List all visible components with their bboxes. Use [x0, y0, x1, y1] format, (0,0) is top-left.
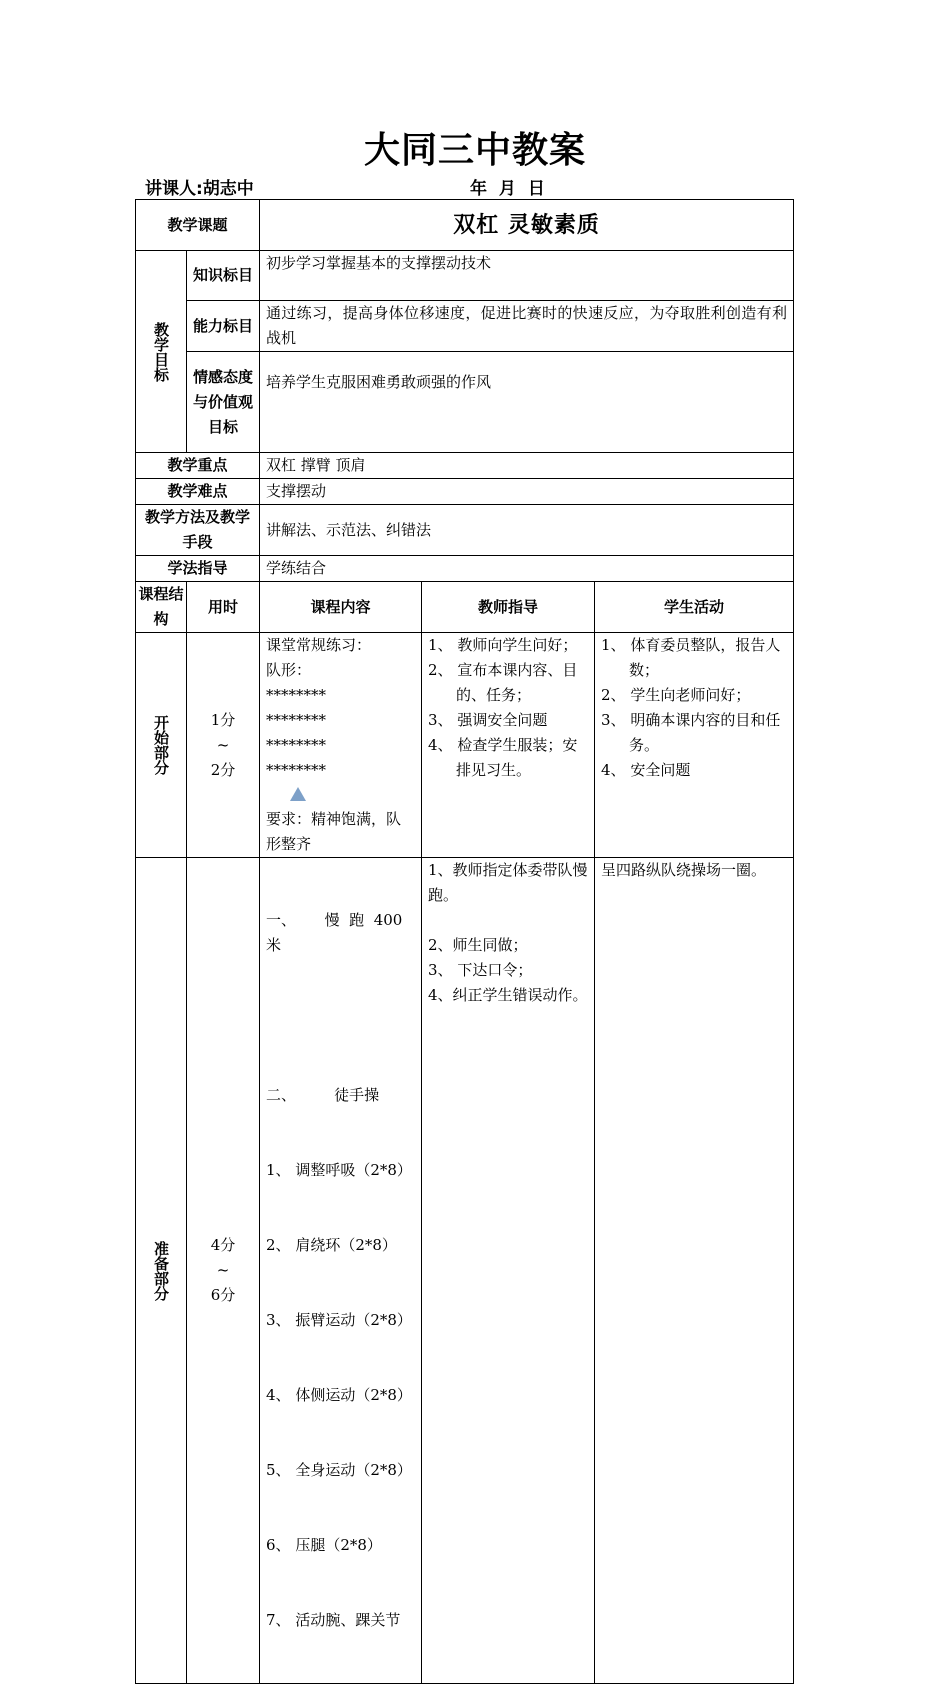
- knowledge-value: 初步学习掌握基本的支撑摆动技术: [260, 251, 794, 301]
- content-line: 2、 肩绕环（2*8）: [266, 1236, 397, 1254]
- teacher-item: 2、 宣布本课内容、目的、任务；: [428, 661, 578, 704]
- teacher-item: 3、 强调安全问题: [428, 711, 548, 729]
- content-line: [266, 1008, 415, 1033]
- time-sep: ~: [216, 735, 230, 754]
- student-item: 1、 体育委员整队，报告人数；: [601, 636, 781, 679]
- objective-ability-row: [136, 301, 794, 352]
- content-line: 6、 压腿（2*8）: [266, 1536, 382, 1554]
- content-line: 4、 体侧运动（2*8）: [266, 1386, 412, 1404]
- difficulty-label: 教学难点: [136, 479, 260, 505]
- teacher-item: 2、师生同做；: [428, 936, 528, 954]
- objective-knowledge-row: [136, 251, 794, 301]
- content-line: 一、 慢 跑 400米: [266, 911, 403, 954]
- section-prep-teacher: [422, 858, 595, 1684]
- student-item: 呈四路纵队绕操场一圈。: [601, 861, 767, 879]
- time-sep: ~: [216, 1261, 230, 1279]
- guidance-row: [136, 556, 794, 582]
- section-start-row: [136, 633, 794, 858]
- topic-label: 教学课题: [136, 200, 260, 251]
- section-prep-student: [595, 858, 794, 1684]
- date-line: 年 月 日: [470, 179, 545, 199]
- student-item: 4、 安全问题: [601, 761, 691, 779]
- methods-row: [136, 505, 794, 556]
- col-teacher: 教师指导: [422, 582, 595, 633]
- objective-emotion-row: [136, 352, 794, 453]
- content-line: 二、 徒手操: [266, 1086, 380, 1104]
- section-start-time: [187, 633, 260, 858]
- teacher-item: 4、 检查学生服装；安排见习生。: [428, 736, 578, 779]
- guidance-value: 学练结合: [260, 556, 794, 582]
- teacher-item: 1、 教师向学生问好；: [428, 636, 578, 654]
- section-start-student: [595, 633, 794, 858]
- guidance-label: 学法指导: [136, 556, 260, 582]
- content-line: 3、 振臂运动（2*8）: [266, 1311, 412, 1329]
- difficulty-value: 支撑摆动: [260, 479, 794, 505]
- key-point-value: 双杠 撑臂 顶肩: [260, 453, 794, 479]
- content-line: 5、 全身运动（2*8）: [266, 1461, 412, 1479]
- teacher-item: 1、教师指定体委带队慢跑。: [428, 861, 588, 904]
- formation-row: ********: [266, 736, 327, 754]
- lesson-plan-table: [135, 199, 794, 1684]
- time-from: 4分: [210, 1236, 236, 1254]
- formation-row: ********: [266, 686, 327, 704]
- emotion-label: 情感态度与价值观目标: [187, 352, 260, 453]
- section-name: 准备部分: [152, 1240, 170, 1301]
- column-header-row: [136, 582, 794, 633]
- content-line: 7、 活动腕、踝关节: [266, 1611, 401, 1629]
- ability-label: 能力标目: [187, 301, 260, 352]
- time-to: 2分: [210, 760, 236, 779]
- teacher-item: 4、纠正学生错误动作。: [428, 986, 588, 1004]
- formation-row: ********: [266, 711, 327, 729]
- section-name: 开始部分: [152, 715, 170, 775]
- knowledge-label: 知识标目: [187, 251, 260, 301]
- methods-label: 教学方法及教学手段: [136, 505, 260, 556]
- section-start-teacher: [422, 633, 595, 858]
- section-prep-name-cell: [136, 858, 187, 1684]
- lecturer-line: 讲课人:胡志中: [145, 179, 254, 199]
- difficulty-row: [136, 479, 794, 505]
- page-title: 大同三中教案: [363, 130, 586, 171]
- methods-value: 讲解法、示范法、纠错法: [260, 505, 794, 556]
- emotion-value: 培养学生克服困难勇敢顽强的作风: [260, 352, 794, 453]
- topic-value: 双杠 灵敏素质: [260, 200, 794, 251]
- time-from: 1分: [210, 710, 236, 729]
- objectives-label-cell: [136, 251, 187, 453]
- col-student: 学生活动: [595, 582, 794, 633]
- objectives-label: 教学目标: [152, 321, 170, 382]
- section-prep-time: [187, 858, 260, 1684]
- section-start-name-cell: [136, 633, 187, 858]
- content-line: 课堂常规练习：: [266, 636, 372, 654]
- col-content: 课程内容: [260, 582, 422, 633]
- time-to: 6分: [210, 1286, 236, 1304]
- student-item: 2、 学生向老师问好；: [601, 686, 751, 704]
- section-prep-content: [260, 858, 422, 1684]
- formation-row: ********: [266, 761, 327, 779]
- content-requirement: 要求：精神饱满，队形整齐: [266, 810, 402, 853]
- student-item: 3、 明确本课内容的目和任务。: [601, 711, 781, 754]
- content-line: 队形：: [266, 661, 312, 679]
- triangle-icon: [290, 787, 306, 801]
- teacher-item: [428, 908, 588, 933]
- col-time: 用时: [187, 582, 260, 633]
- section-prep-row: [136, 858, 794, 1684]
- ability-value: 通过练习，提高身体位移速度，促进比赛时的快速反应，为夺取胜利创造有利战机: [260, 301, 794, 352]
- topic-row: [136, 200, 794, 251]
- section-start-content: [260, 633, 422, 858]
- col-structure: 课程结构: [136, 582, 187, 633]
- content-line: 1、 调整呼吸（2*8）: [266, 1161, 412, 1179]
- key-point-row: [136, 453, 794, 479]
- key-point-label: 教学重点: [136, 453, 260, 479]
- teacher-item: 3、 下达口令；: [428, 961, 533, 979]
